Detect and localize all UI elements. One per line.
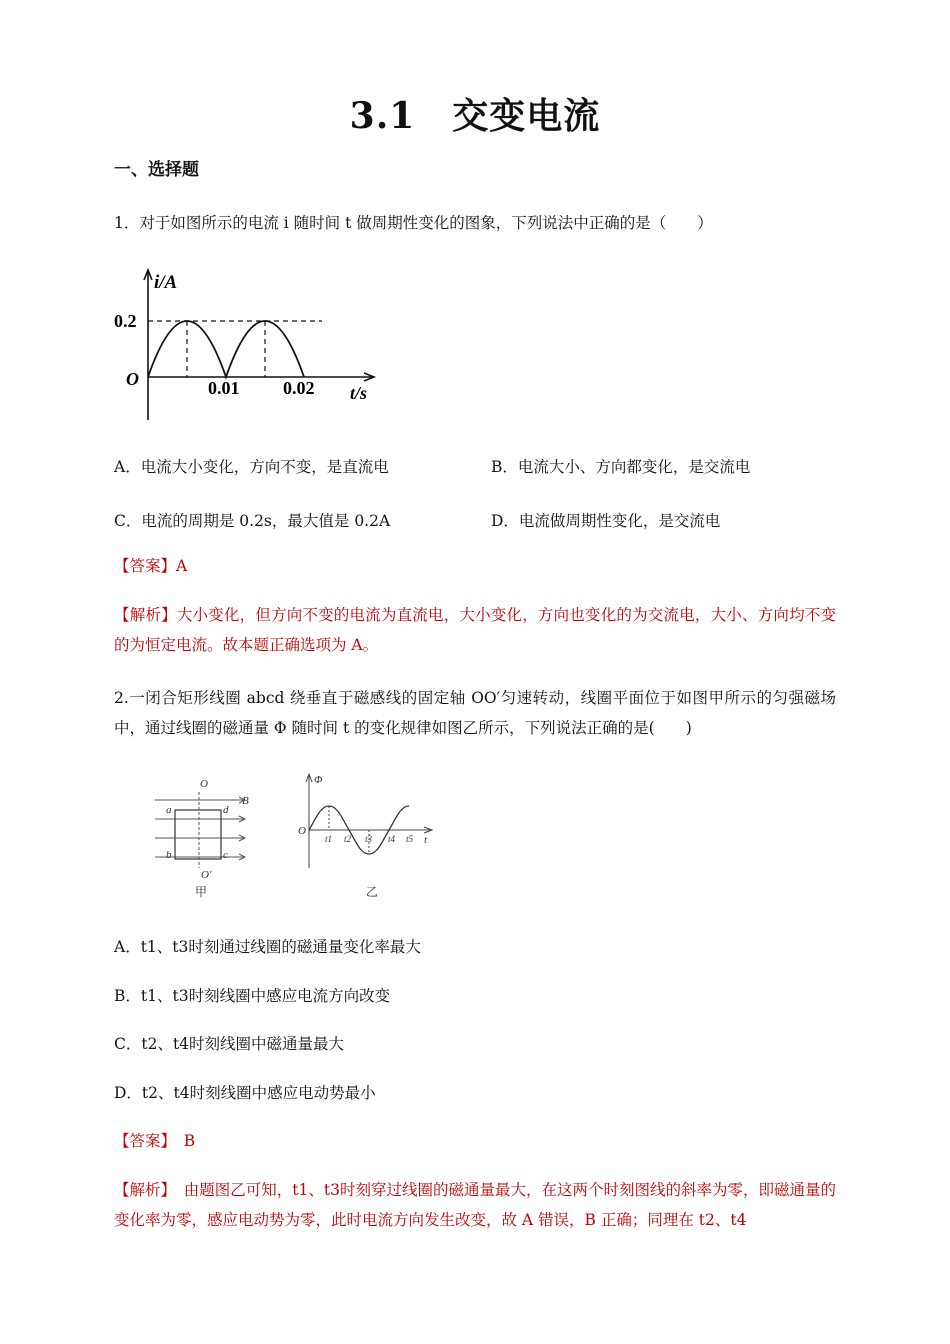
q2-jia-label-a: a <box>166 804 172 816</box>
q1-stem: 1．对于如图所示的电流 i 随时间 t 做周期性变化的图象，下列说法中正确的是（ ） <box>114 214 713 232</box>
q2-yi-origin: O <box>298 825 306 837</box>
q1-current-graph <box>110 262 390 427</box>
q1-ytick: 0.2 <box>114 311 137 331</box>
q2-yi-tick-t5: t5 <box>406 834 414 844</box>
q2-jia-label-o-prime: O′ <box>201 869 212 881</box>
q2-yi-tick-t4: t4 <box>388 834 396 844</box>
q2-figure-yi <box>290 768 440 904</box>
q1-option-c: C．电流的周期是 0.2s，最大值是 0.2A <box>114 512 391 530</box>
coil-abcd <box>175 810 221 859</box>
q2-yi-tick-t3: t3 <box>365 834 373 844</box>
q2-option-d: D．t2、t4时刻线圈中感应电动势最小 <box>114 1084 376 1102</box>
q2-jia-caption: 甲 <box>195 885 208 899</box>
q2-option-a: A．t1、t3时刻通过线圈的磁通量变化率最大 <box>114 938 421 956</box>
rectified-sine-curve <box>148 321 304 377</box>
q2-option-b: B．t1、t3时刻线圈中感应电流方向改变 <box>114 987 391 1005</box>
q2-jia-label-c: c <box>223 849 228 861</box>
q1-ylabel: i/A <box>154 272 178 293</box>
q2-yi-tick-t1: t1 <box>325 834 333 844</box>
q2-yi-xlabel: t <box>424 834 428 846</box>
q1-analysis-label: 【解析】 <box>114 606 177 624</box>
q1-analysis <box>114 600 836 660</box>
q2-jia-label-d: d <box>223 804 229 816</box>
q2-yi-ylabel: Φ <box>314 774 323 786</box>
q1-answer: 【答案】A <box>114 557 188 575</box>
page-title: 3.1 交变电流 <box>349 95 601 137</box>
q1-option-b: B．电流大小、方向都变化，是交流电 <box>491 458 751 476</box>
q2-answer: 【答案】 B <box>114 1132 196 1150</box>
section-heading: 一、选择题 <box>114 160 199 180</box>
q2-jia-label-b-corner: b <box>166 849 172 861</box>
q1-xtick-1: 0.01 <box>208 378 240 398</box>
q1-option-a: A．电流大小变化，方向不变，是直流电 <box>114 458 389 476</box>
q2-yi-tick-t2: t2 <box>344 834 352 844</box>
q1-analysis-text: 大小变化，但方向不变的电流为直流电，大小变化，方向也变化的为交流电，大小、方向均不变的为恒定电流。故本题正确选项为 A。 <box>114 606 836 654</box>
q2-jia-label-o: O <box>200 778 208 790</box>
q2-option-c: C．t2、t4时刻线圈中磁通量最大 <box>114 1035 345 1053</box>
q2-stem: 2.一闭合矩形线圈 abcd 绕垂直于磁感线的固定轴 OO′匀速转动，线圈平面位于如图甲所示的匀强磁场中，通过线圈的磁通量 Φ 随时间 t 的变化规律如图乙所示，下列说法正确的是( ) <box>114 689 836 737</box>
q2-analysis-label: 【解析】 <box>114 1181 169 1199</box>
q2-figure-jia <box>150 772 260 904</box>
q1-xlabel: t/s <box>350 383 368 403</box>
q2-jia-label-b: B <box>242 795 249 807</box>
q2-analysis <box>114 1175 836 1235</box>
q1-origin: O <box>126 369 139 389</box>
q1-xtick-2: 0.02 <box>283 378 315 398</box>
q1-option-d: D．电流做周期性变化，是交流电 <box>491 512 721 530</box>
q2-analysis-text: 由题图乙可知，t1、t3时刻穿过线圈的磁通量最大，在这两个时刻图线的斜率为零，即磁通量的变化率为零，感应电动势为零，此时电流方向发生改变，故 A 错误，B 正确；同理在 t2、t4 <box>114 1181 836 1229</box>
q2-yi-caption: 乙 <box>366 885 379 899</box>
